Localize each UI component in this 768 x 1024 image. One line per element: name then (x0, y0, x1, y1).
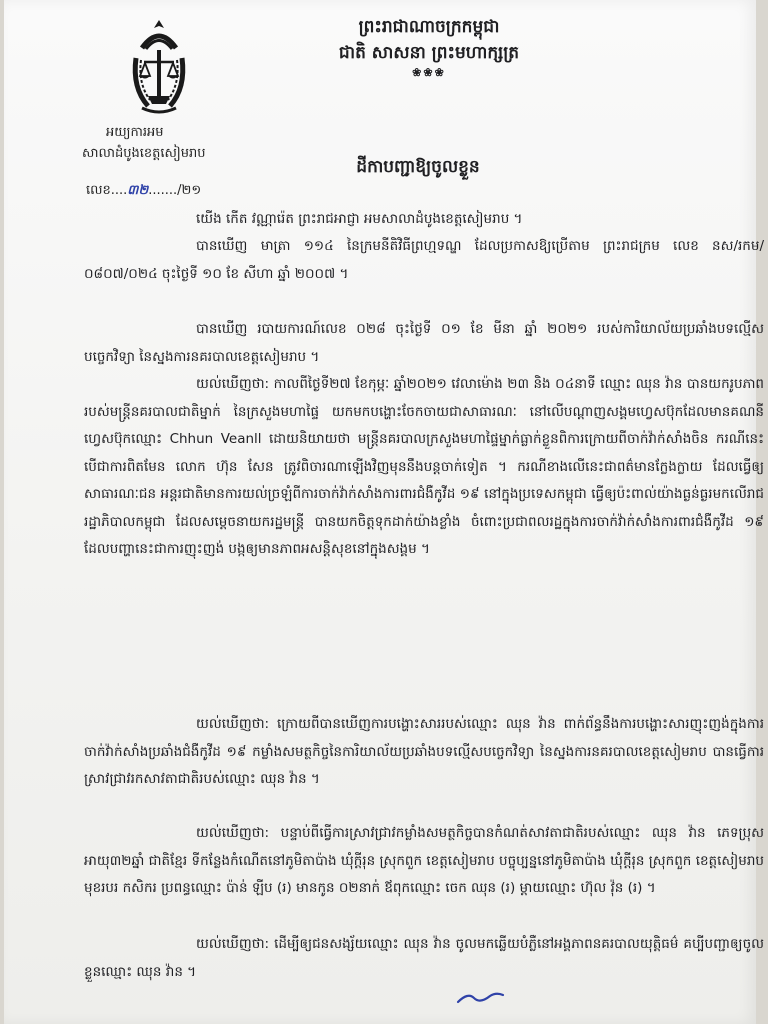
ref-suffix: ......./២១ (148, 183, 202, 198)
paragraph-prosecutor: យើង កើត វណ្ណារ៉េត ព្រះរាជអាជ្ញា អមសាលាដំបូងខេត្តសៀមរាប ។ (196, 211, 523, 227)
sender-line-1: អយ្យការអម (106, 125, 164, 140)
document-page (4, 0, 764, 1024)
signature-mark (456, 988, 506, 1006)
paragraph-finding-1: យល់ឃើញថា: កាលពីថ្ងៃទី២៧ ខែកុម្ភៈ ឆ្នាំ២០២១ វេលាម៉ោង ២៣ និង ០៤នាទី ឈ្មោះ ឈុន វ៉ាន បានយករូបភាពរបស់មន្ត្រីនគរបាលជាតិម្នាក់ នៃក្រសួងមហាផ្ទៃ យកមកបង្ហោះចែកចាយជាសាធារណៈ នៅលើបណ្តាញសង្គមហ្វេសប៊ុកដែលមានគណនីហ្វេសប៊ុកឈ្មោះ Chhun Veanll ដោយនិយាយថា មន្ត្រីនគរបាលក្រសួងមហាផ្ទៃម្នាក់ធ្លាក់ខ្លួនពិការក្រោយពីចាក់វ៉ាក់សាំងចិន ករណីនេះបើជាការពិតមែន លោក ហ៊ុន សែន ត្រូវពិចារណាឡើងវិញមុននឹងបន្តចាក់ទៀត ។ ករណីខាងលើនេះជាពត៌មានក្លែងក្លាយ ដែលធ្វើឲ្យសាធារណៈជន អន្តរជាតិមានការយល់ច្រឡំពីការចាក់វ៉ាក់សាំងការពារជំងឺកូវីដ ១៩ នៅក្នុងប្រទេសកម្ពុជា ធ្វើឲ្យប៉ះពាល់យ៉ាងធ្ងន់ធ្ងរមកលើរាជរដ្ឋាភិបាលកម្ពុជា ដែលសម្តេចនាយករដ្ឋមន្ត្រី បានយកចិត្តទុកដាក់យ៉ាងខ្លាំង ចំពោះប្រជាពលរដ្ឋក្នុងការចាក់វ៉ាក់សាំងការពារជំងឺកូវីដ ១៩ ដែលបញ្ហានេះជាការញុះញង់ បង្កឲ្យមានភាពអសន្តិសុខនៅក្នុងសង្គម ។ (84, 376, 764, 557)
paragraph-finding-2: យល់ឃើញថា: ក្រោយពីបានឃើញការបង្ហោះសាររបស់ឈ្មោះ ឈុន វ៉ាន ពាក់ព័ន្ធនឹងការបង្ហោះសារញុះញង់ក្នុងការចាក់វ៉ាក់សាំងប្រឆាំងជំងឺកូវីដ ១៩ កម្លាំងសមត្ថកិច្ចនៃការិយាល័យប្រឆាំងបទល្មើសបច្ចេកវិទ្យា នៃស្នងការនគរបាលខេត្តសៀមរាប បានធ្វើការស្រាវជ្រាវរកសាវតាជាតិរបស់ឈ្មោះ ឈុន វ៉ាន ។ (84, 716, 764, 787)
kingdom-line-1: ព្រះរាជាណាចក្រកម្ពុជា (358, 17, 500, 37)
paragraph-finding-4: យល់ឃើញថា: ដើម្បីឲ្យជនសង្ស័យឈ្មោះ ឈុន វ៉ាន ចូលមកឆ្លើយបំភ្លឺនៅអង្គភាពនគរបាលយុត្តិធម៌ គប្បីបញ្ជាឲ្យចូលខ្លួនឈ្មោះ ឈុន វ៉ាន ។ (84, 936, 764, 980)
prosecution-emblem-icon (128, 18, 190, 118)
reference-number (86, 182, 201, 201)
ref-prefix: លេខ.... (86, 183, 128, 198)
ref-number-handwritten: ៣២ (127, 183, 149, 198)
kingdom-heading (304, 14, 554, 80)
kingdom-line-2: ជាតិ សាសនា ព្រះមហាក្សត្រ (338, 43, 520, 63)
paragraph-finding-3: យល់ឃើញថា: បន្ទាប់ពីធ្វើការស្រាវជ្រាវកម្លាំងសមត្ថកិច្ចបានកំណត់សាវតាជាតិរបស់ឈ្មោះ ឈុន វ៉ាន ភេទប្រុស អាយុ៣២ឆ្នាំ ជាតិខ្មែរ ទីកន្លែងកំណើតនៅភូមិតាប៉ាង ឃុំក្តីរុន ស្រុកពួក ខេត្តសៀមរាប បច្ចុប្បន្ននៅភូមិតាប៉ាង ឃុំក្តីរុន ស្រុកពួក ខេត្តសៀមរាប មុខរបរ កសិករ ប្រពន្ធឈ្មោះ ប៉ាន់ ឡីប (រ) មានកូន ០២នាក់ ឪពុកឈ្មោះ ចេក ឈុន (រ) ម្តាយឈ្មោះ ហ៊ុល វ៉ុន (រ) ។ (84, 825, 764, 896)
kingdom-ornament: ❀❀❀ (412, 66, 446, 79)
document-title: ដីកាបញ្ជាឱ្យចូលខ្លួន (356, 157, 480, 177)
paragraph-report: បានឃើញ របាយការណ៍លេខ ០២៨ ចុះថ្ងៃទី ០១ ខែ មីនា ឆ្នាំ ២០២១ របស់ការិយាល័យប្រឆាំងបទល្មើសបច្ចេកវិទ្យា នៃស្នងការនគរបាលខេត្តសៀមរាប ។ (84, 321, 764, 365)
sender-line-2: សាលាដំបូងខេត្តសៀមរាប (82, 146, 206, 161)
sender-block (82, 122, 262, 164)
paragraph-legal-basis: បានឃើញ មាត្រា ១១៤ នៃក្រមនីតិវិធីព្រហ្មទណ្ឌ ដែលប្រកាសឱ្យប្រើតាម ព្រះរាជក្រម លេខ នស/រកម/០៨០៧/០២៤ ចុះថ្ងៃទី ១០ ខែ សីហា ឆ្នាំ ២០០៧ ។ (84, 238, 764, 282)
